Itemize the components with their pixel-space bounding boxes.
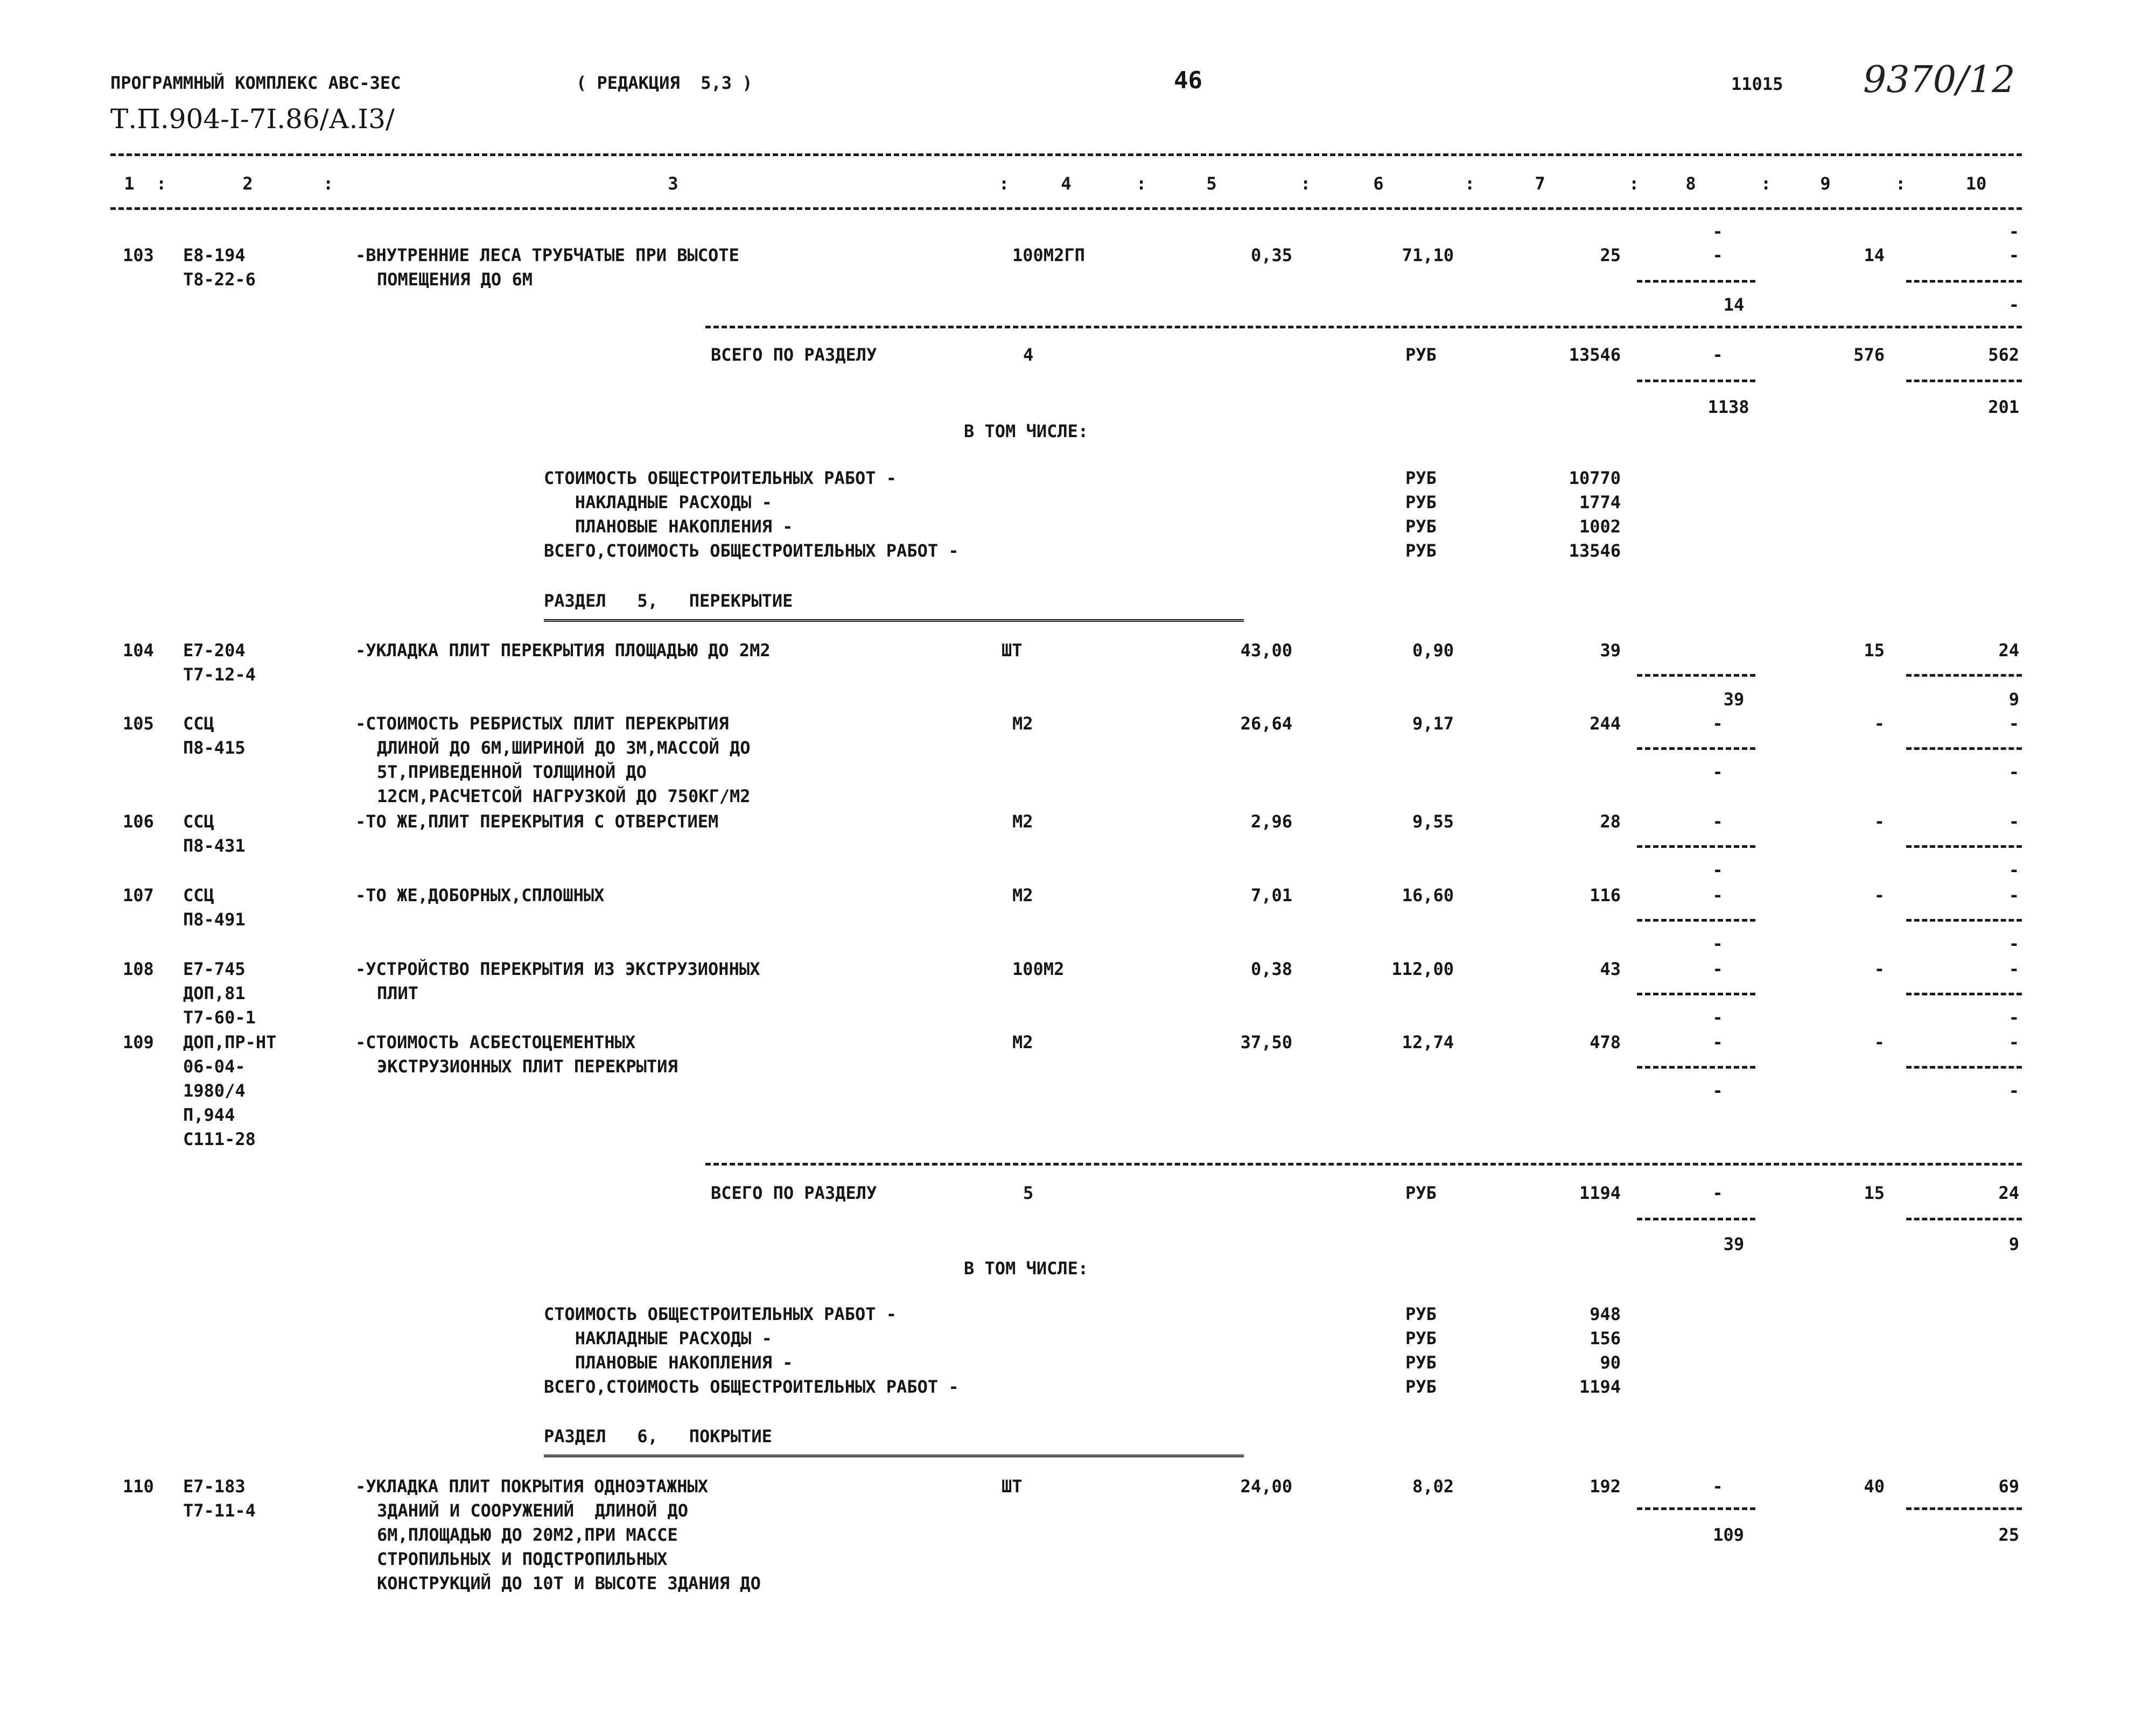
col8-value: - bbox=[1712, 345, 1723, 365]
cell-divider bbox=[1906, 1218, 2022, 1220]
col9-value: - bbox=[1874, 959, 1885, 979]
section-heading: РАЗДЕЛ 6, ПОКРЫТИЕ bbox=[544, 1426, 772, 1447]
breakdown-value: 948 bbox=[1590, 1304, 1621, 1324]
quantity: 7,01 bbox=[1250, 885, 1292, 905]
col10-mid: - bbox=[2008, 1032, 2019, 1052]
total-rule bbox=[705, 1163, 2022, 1166]
col8-bottom: 1138 bbox=[1707, 397, 1749, 417]
col8-bottom: 39 bbox=[1723, 689, 1745, 710]
unit-price: 0,90 bbox=[1412, 640, 1454, 661]
col9-value: 40 bbox=[1864, 1476, 1885, 1497]
breakdown-label: НАКЛАДНЫЕ РАСХОДЫ - bbox=[544, 492, 772, 513]
breakdown-label: НАКЛАДНЫЕ РАСХОДЫ - bbox=[544, 1328, 772, 1349]
row-description: 5Т,ПРИВЕДЕННОЙ ТОЛЩИНОЙ ДО bbox=[377, 762, 647, 782]
col8-bottom: - bbox=[1712, 860, 1723, 880]
col8-top: - bbox=[1712, 221, 1723, 242]
col9-value: - bbox=[1874, 885, 1885, 905]
total-label: ВСЕГО ПО РАЗДЕЛУ bbox=[711, 345, 877, 365]
row-number: 109 bbox=[123, 1032, 154, 1052]
breakdown-value: 13546 bbox=[1569, 540, 1621, 561]
col8-mid: - bbox=[1712, 1476, 1723, 1497]
quantity: 24,00 bbox=[1240, 1476, 1292, 1497]
total-cost: 116 bbox=[1590, 885, 1621, 905]
document-number: 11015 bbox=[1731, 74, 1783, 94]
col10-bottom: - bbox=[2008, 1007, 2019, 1028]
column-separator: : bbox=[323, 173, 334, 194]
total-cost: 39 bbox=[1600, 640, 1621, 661]
breakdown-unit: РУБ bbox=[1405, 1328, 1437, 1349]
cell-divider bbox=[1637, 1066, 1755, 1069]
row-number: 105 bbox=[123, 713, 154, 734]
col9-value: - bbox=[1874, 713, 1885, 734]
header-rule-top bbox=[110, 153, 2022, 156]
rate-code: 1980/4 bbox=[183, 1080, 246, 1101]
unit: 100М2 bbox=[1012, 959, 1065, 979]
cell-divider bbox=[1906, 993, 2022, 995]
col8-bottom: 109 bbox=[1713, 1525, 1744, 1545]
col10-mid: - bbox=[2008, 713, 2019, 734]
cell-divider bbox=[1637, 845, 1755, 848]
column-separator: : bbox=[1465, 173, 1475, 194]
rate-code: Т8-22-6 bbox=[183, 269, 256, 290]
col8-value: - bbox=[1712, 1183, 1723, 1203]
quantity: 26,64 bbox=[1240, 713, 1292, 734]
row-description: -ТО ЖЕ,ПЛИТ ПЕРЕКРЫТИЯ С ОТВЕРСТИЕМ bbox=[355, 811, 719, 832]
col10-bottom: 201 bbox=[1988, 397, 2019, 417]
cell-divider bbox=[1637, 747, 1755, 750]
breakdown-unit: РУБ bbox=[1405, 492, 1437, 513]
rate-code: П,944 bbox=[183, 1105, 235, 1125]
rate-code: ДОП,ПР-НТ bbox=[183, 1032, 277, 1052]
cell-divider bbox=[1637, 919, 1755, 922]
unit-price: 9,17 bbox=[1412, 713, 1454, 734]
rate-code: Т7-12-4 bbox=[183, 664, 256, 685]
row-description: -СТОИМОСТЬ РЕБРИСТЫХ ПЛИТ ПЕРЕКРЫТИЯ bbox=[355, 713, 729, 734]
rate-code: Е7-745 bbox=[183, 959, 246, 979]
rate-code: Е7-204 bbox=[183, 640, 246, 661]
col10-mid: - bbox=[2008, 959, 2019, 979]
program-title: ПРОГРАММНЫЙ КОМПЛЕКС АВС-3ЕС bbox=[110, 73, 401, 93]
col9-value: 14 bbox=[1864, 245, 1885, 265]
breakdown-value: 1774 bbox=[1579, 492, 1621, 513]
row-description: ПОМЕЩЕНИЯ ДО 6М bbox=[377, 269, 533, 290]
unit: М2 bbox=[1012, 811, 1033, 832]
row-number: 107 bbox=[123, 885, 154, 905]
quantity: 0,35 bbox=[1250, 245, 1292, 265]
unit: М2 bbox=[1012, 713, 1033, 734]
column-header: 8 bbox=[1685, 173, 1696, 194]
column-header: 9 bbox=[1820, 173, 1831, 194]
breakdown-unit: РУБ bbox=[1405, 1304, 1437, 1324]
breakdown-label: ВСЕГО,СТОИМОСТЬ ОБЩЕСТРОИТЕЛЬНЫХ РАБОТ - bbox=[544, 540, 959, 561]
column-header: 2 bbox=[242, 173, 253, 194]
unit: М2 bbox=[1012, 885, 1033, 905]
total-cost: 244 bbox=[1590, 713, 1621, 734]
total-cost: 192 bbox=[1590, 1476, 1621, 1497]
unit-price: 16,60 bbox=[1402, 885, 1454, 905]
col8-bottom: 14 bbox=[1723, 294, 1745, 315]
breakdown-label: ПЛАНОВЫЕ НАКОПЛЕНИЯ - bbox=[544, 1352, 793, 1373]
col10-bottom: 25 bbox=[1998, 1525, 2019, 1545]
cell-divider bbox=[1637, 280, 1755, 283]
breakdown-value: 1002 bbox=[1579, 516, 1621, 537]
cell-divider bbox=[1906, 380, 2022, 382]
col10-value: 562 bbox=[1988, 345, 2019, 365]
breakdown-value: 156 bbox=[1590, 1328, 1621, 1349]
col10-bottom: - bbox=[2008, 294, 2019, 315]
total-label: ВСЕГО ПО РАЗДЕЛУ bbox=[711, 1183, 877, 1203]
row-number: 104 bbox=[123, 640, 154, 661]
column-header: 5 bbox=[1206, 173, 1217, 194]
column-header: 1 bbox=[124, 173, 135, 194]
rate-code: С111-28 bbox=[183, 1129, 256, 1149]
breakdown-value: 10770 bbox=[1569, 468, 1621, 488]
column-separator: : bbox=[1136, 173, 1147, 194]
col10-bottom: 9 bbox=[2008, 689, 2019, 710]
rate-code: П8-415 bbox=[183, 738, 246, 758]
total-value: 13546 bbox=[1569, 345, 1621, 365]
col10-bottom: - bbox=[2008, 933, 2019, 954]
col9-value: 15 bbox=[1864, 1183, 1885, 1203]
breakdown-unit: РУБ bbox=[1405, 1352, 1437, 1373]
rate-code: ССЦ bbox=[183, 713, 214, 734]
column-header: 3 bbox=[668, 173, 678, 194]
row-number: 106 bbox=[123, 811, 154, 832]
col9-value: 15 bbox=[1864, 640, 1885, 661]
row-description: ЭКСТРУЗИОННЫХ ПЛИТ ПЕРЕКРЫТИЯ bbox=[377, 1056, 678, 1077]
row-description: СТРОПИЛЬНЫХ И ПОДСТРОПИЛЬНЫХ bbox=[377, 1549, 668, 1569]
row-description: -ВНУТРЕННИЕ ЛЕСА ТРУБЧАТЫЕ ПРИ ВЫСОТЕ bbox=[355, 245, 739, 265]
breakdown-label: ПЛАНОВЫЕ НАКОПЛЕНИЯ - bbox=[544, 516, 793, 537]
rate-code: Е7-183 bbox=[183, 1476, 246, 1497]
cell-divider bbox=[1906, 1507, 2022, 1510]
rate-code: 06-04- bbox=[183, 1056, 246, 1077]
handwritten-number: 9370/12 bbox=[1863, 59, 2015, 101]
column-separator: : bbox=[1300, 173, 1311, 194]
col8-mid: - bbox=[1712, 713, 1723, 734]
rate-code: ССЦ bbox=[183, 885, 214, 905]
col10-bottom: - bbox=[2008, 860, 2019, 880]
row-description: 6М,ПЛОЩАДЬЮ ДО 20М2,ПРИ МАССЕ bbox=[377, 1525, 678, 1545]
document-code: Т.П.904-I-7I.86/А.I3/ bbox=[110, 103, 395, 135]
quantity: 0,38 bbox=[1250, 959, 1292, 979]
column-header: 6 bbox=[1373, 173, 1384, 194]
col8-bottom: - bbox=[1712, 1080, 1723, 1101]
row-description: -УКЛАДКА ПЛИТ ПОКРЫТИЯ ОДНОЭТАЖНЫХ bbox=[355, 1476, 709, 1497]
cell-divider bbox=[1637, 1507, 1755, 1510]
unit: ШТ bbox=[1002, 640, 1023, 661]
col10-mid: - bbox=[2008, 885, 2019, 905]
section-number: 4 bbox=[1023, 345, 1034, 365]
row-description: -ТО ЖЕ,ДОБОРНЫХ,СПЛОШНЫХ bbox=[355, 885, 605, 905]
unit-price: 9,55 bbox=[1412, 811, 1454, 832]
edition-label: ( РЕДАКЦИЯ 5,3 ) bbox=[576, 73, 753, 93]
breakdown-value: 1194 bbox=[1579, 1377, 1621, 1397]
including-label: В ТОМ ЧИСЛЕ: bbox=[964, 1258, 1089, 1279]
col10-bottom: - bbox=[2008, 762, 2019, 782]
row-description: -УКЛАДКА ПЛИТ ПЕРЕКРЫТИЯ ПЛОЩАДЬЮ ДО 2М2 bbox=[355, 640, 771, 661]
quantity: 43,00 bbox=[1240, 640, 1292, 661]
rate-code: Т7-11-4 bbox=[183, 1500, 256, 1521]
total-unit: РУБ bbox=[1405, 345, 1437, 365]
col8-mid: - bbox=[1712, 885, 1723, 905]
row-description: ЗДАНИЙ И СООРУЖЕНИЙ ДЛИНОЙ ДО bbox=[377, 1500, 688, 1521]
breakdown-label: ВСЕГО,СТОИМОСТЬ ОБЩЕСТРОИТЕЛЬНЫХ РАБОТ - bbox=[544, 1377, 959, 1397]
unit-price: 112,00 bbox=[1391, 959, 1454, 979]
column-header: 10 bbox=[1965, 173, 1987, 194]
column-separator: : bbox=[999, 173, 1010, 194]
col8-mid: - bbox=[1712, 959, 1723, 979]
unit: ШТ bbox=[1002, 1476, 1023, 1497]
col10-mid: 69 bbox=[1998, 1476, 2019, 1497]
total-rule bbox=[705, 326, 2022, 328]
row-number: 108 bbox=[123, 959, 154, 979]
column-separator: : bbox=[1895, 173, 1906, 194]
total-cost: 43 bbox=[1600, 959, 1621, 979]
column-header: 4 bbox=[1061, 173, 1072, 194]
rate-code: Е8-194 bbox=[183, 245, 246, 265]
col8-mid: - bbox=[1712, 245, 1723, 265]
section-heading: РАЗДЕЛ 5, ПЕРЕКРЫТИЕ bbox=[544, 591, 793, 611]
quantity: 2,96 bbox=[1250, 811, 1292, 832]
col8-bottom: - bbox=[1712, 933, 1723, 954]
breakdown-unit: РУБ bbox=[1405, 516, 1437, 537]
cell-divider bbox=[1906, 1066, 2022, 1069]
col10-top: - bbox=[2008, 221, 2019, 242]
row-description: КОНСТРУКЦИЙ ДО 10Т И ВЫСОТЕ ЗДАНИЯ ДО bbox=[377, 1573, 761, 1593]
breakdown-label: СТОИМОСТЬ ОБЩЕСТРОИТЕЛЬНЫХ РАБОТ - bbox=[544, 1304, 897, 1324]
col8-mid: - bbox=[1712, 811, 1723, 832]
row-description: ПЛИТ bbox=[377, 983, 419, 1003]
row-description: -СТОИМОСТЬ АСБЕСТОЦЕМЕНТНЫХ bbox=[355, 1032, 636, 1052]
cell-divider bbox=[1637, 993, 1755, 995]
header-rule-bottom bbox=[110, 207, 2022, 210]
unit: 100М2ГП bbox=[1012, 245, 1085, 265]
column-separator: : bbox=[156, 173, 167, 194]
page-number: 46 bbox=[1174, 67, 1202, 94]
section-number: 5 bbox=[1023, 1183, 1034, 1203]
column-separator: : bbox=[1761, 173, 1772, 194]
rate-code: ССЦ bbox=[183, 811, 214, 832]
cell-divider bbox=[1906, 674, 2022, 677]
col10-bottom: 9 bbox=[2008, 1234, 2019, 1254]
breakdown-unit: РУБ bbox=[1405, 1377, 1437, 1397]
col8-bottom: - bbox=[1712, 762, 1723, 782]
column-separator: : bbox=[1629, 173, 1640, 194]
row-number: 110 bbox=[123, 1476, 154, 1497]
row-description: 12СМ,РАСЧЕТСОЙ НАГРУЗКОЙ ДО 750КГ/М2 bbox=[377, 786, 751, 806]
row-description: ДЛИНОЙ ДО 6М,ШИРИНОЙ ДО 3М,МАССОЙ ДО bbox=[377, 738, 751, 758]
col9-value: - bbox=[1874, 811, 1885, 832]
total-cost: 478 bbox=[1590, 1032, 1621, 1052]
total-value: 1194 bbox=[1579, 1183, 1621, 1203]
cell-divider bbox=[1906, 845, 2022, 848]
section-underline bbox=[544, 619, 1244, 623]
col10-mid: - bbox=[2008, 811, 2019, 832]
including-label: В ТОМ ЧИСЛЕ: bbox=[964, 421, 1089, 441]
cell-divider bbox=[1637, 674, 1755, 677]
total-cost: 28 bbox=[1600, 811, 1621, 832]
rate-code: П8-491 bbox=[183, 909, 246, 930]
col8-bottom: 39 bbox=[1723, 1234, 1745, 1254]
quantity: 37,50 bbox=[1240, 1032, 1292, 1052]
total-unit: РУБ bbox=[1405, 1183, 1437, 1203]
cell-divider bbox=[1637, 1218, 1755, 1220]
rate-code: Т7-60-1 bbox=[183, 1007, 256, 1028]
unit: М2 bbox=[1012, 1032, 1033, 1052]
row-number: 103 bbox=[123, 245, 154, 265]
rate-code: ДОП,81 bbox=[183, 983, 246, 1003]
col10-value: 24 bbox=[1998, 1183, 2019, 1203]
cell-divider bbox=[1637, 380, 1755, 382]
col10-mid: 24 bbox=[1998, 640, 2019, 661]
col9-value: 576 bbox=[1853, 345, 1885, 365]
col9-value: - bbox=[1874, 1032, 1885, 1052]
col10-mid: - bbox=[2008, 245, 2019, 265]
breakdown-unit: РУБ bbox=[1405, 540, 1437, 561]
col8-bottom: - bbox=[1712, 1007, 1723, 1028]
breakdown-label: СТОИМОСТЬ ОБЩЕСТРОИТЕЛЬНЫХ РАБОТ - bbox=[544, 468, 897, 488]
unit-price: 8,02 bbox=[1412, 1476, 1454, 1497]
cell-divider bbox=[1906, 280, 2022, 283]
col8-mid: - bbox=[1712, 1032, 1723, 1052]
column-header: 7 bbox=[1535, 173, 1545, 194]
section-underline bbox=[544, 1455, 1244, 1458]
breakdown-unit: РУБ bbox=[1405, 468, 1437, 488]
cell-divider bbox=[1906, 919, 2022, 922]
breakdown-value: 90 bbox=[1600, 1352, 1621, 1373]
total-cost: 25 bbox=[1600, 245, 1621, 265]
rate-code: П8-431 bbox=[183, 836, 246, 856]
unit-price: 12,74 bbox=[1402, 1032, 1454, 1052]
col10-bottom: - bbox=[2008, 1080, 2019, 1101]
cell-divider bbox=[1906, 747, 2022, 750]
unit-price: 71,10 bbox=[1402, 245, 1454, 265]
row-description: -УСТРОЙСТВО ПЕРЕКРЫТИЯ ИЗ ЭКСТРУЗИОННЫХ bbox=[355, 959, 760, 979]
